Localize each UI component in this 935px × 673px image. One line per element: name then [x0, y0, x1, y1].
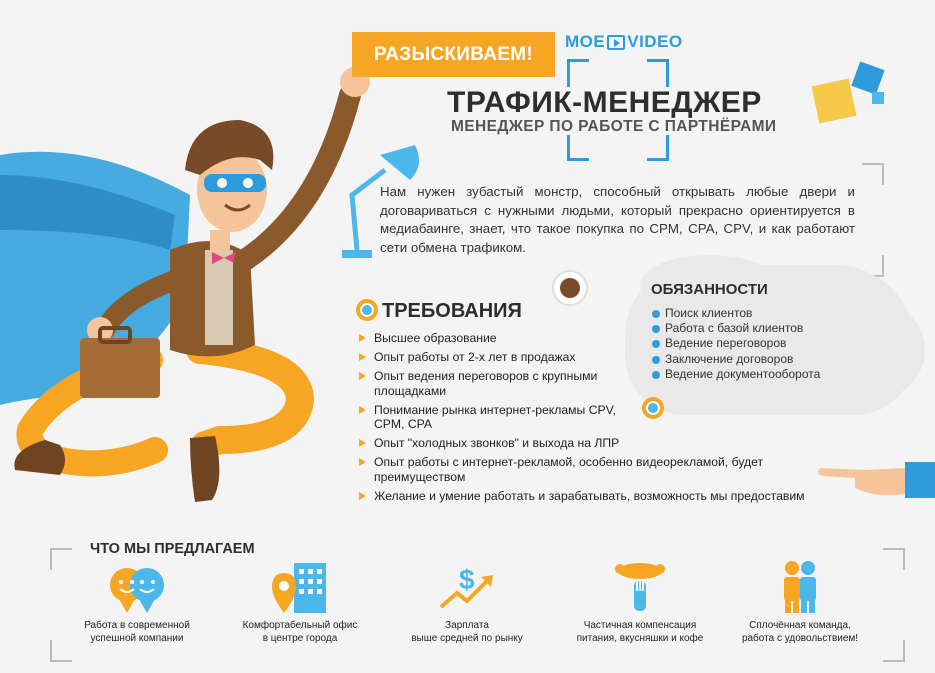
briefcase	[80, 338, 160, 398]
team-icon	[720, 555, 880, 615]
offer-label-line1: Работа в современной	[84, 620, 190, 631]
offer-label	[720, 619, 880, 645]
offer-item	[220, 555, 380, 645]
page-title: ТРАФИК-МЕНЕДЖЕР	[447, 86, 762, 119]
shoe-front	[190, 436, 219, 502]
cubes-icon	[810, 60, 895, 130]
offer-label-line2: выше средней по рынку	[411, 633, 523, 644]
offer-label-line1: Сплочённая команда,	[749, 620, 851, 631]
requirement-item: Опыт ведения переговоров с крупными площадками	[357, 369, 607, 398]
offers-corner-br	[883, 640, 905, 662]
duty-item: Заключение договоров	[652, 352, 820, 367]
requirement-item: Опыт работы с интернет-рекламой, особенно видеорекламой, будет преимуществом	[357, 455, 767, 484]
page-subtitle: МЕНЕДЖЕР ПО РАБОТЕ С ПАРТНЁРАМИ	[451, 118, 777, 135]
offer-label	[387, 619, 547, 645]
offer-item	[387, 555, 547, 645]
offer-label-line2: работа с удовольствием!	[741, 633, 859, 644]
offer-label	[560, 619, 720, 645]
title-frame-top-right	[647, 59, 669, 87]
leg-front	[200, 350, 300, 445]
neck	[210, 230, 230, 252]
moevideo-logo	[565, 32, 683, 52]
food-icon	[560, 555, 720, 615]
intro-corner-tr	[862, 163, 884, 185]
logo-text-right: VIDEO	[627, 32, 683, 51]
coffee-cup-icon	[552, 270, 588, 306]
offer-item	[560, 555, 720, 645]
eye-right	[243, 178, 253, 188]
offer-label-line2: успешной компании	[90, 633, 184, 644]
title-frame-top-left	[567, 59, 589, 87]
mask	[204, 174, 266, 192]
offer-label-line2: питания, вкусняшки и кофе	[576, 633, 704, 644]
requirement-item: Опыт "холодных звонков" и выхода на ЛПР	[357, 436, 817, 451]
play-icon	[607, 35, 625, 50]
offers-title: ЧТО МЫ ПРЕДЛАГАЕМ	[90, 541, 255, 557]
offers-corner-tr	[883, 548, 905, 570]
offer-label-line2: в центре города	[262, 633, 338, 644]
offer-label	[220, 619, 380, 645]
requirement-item: Опыт работы от 2-х лет в продажах	[357, 350, 817, 365]
title-frame-bottom-right	[647, 135, 669, 161]
offer-label-line1: Комфортабельный офис	[242, 620, 358, 631]
duty-item: Поиск клиентов	[652, 306, 820, 321]
offer-label-line1: Частичная компенсация	[583, 620, 697, 631]
wanted-badge-text: РАЗЫСКИВАЕМ!	[373, 43, 534, 65]
vest	[205, 250, 233, 345]
offer-item	[57, 555, 217, 645]
title-frame-bottom-left	[567, 135, 589, 161]
logo-text-left: MOE	[565, 32, 606, 51]
requirement-item: Высшее образование	[357, 331, 817, 346]
requirement-item: Понимание рынка интернет-рекламы CPV, CPM, CPA	[357, 403, 627, 432]
offer-label-line1: Зарплата	[445, 620, 489, 631]
superhero-illustration	[0, 60, 380, 510]
duty-item: Работа с базой клиентов	[652, 321, 820, 336]
smiley-faces-icon	[57, 555, 217, 615]
duty-item: Ведение документооборота	[652, 367, 820, 382]
intro-text: Нам нужен зубастый монстр, способный открывать любые двери и договариваться с нужными людьми, который прекрасно ориентируется в медиабаинге, знает, что такое покупка по CPM, CPA, CPV, и как работают сети обмена трафиком.	[380, 184, 855, 255]
wanted-badge	[352, 32, 555, 77]
office-location-icon	[220, 555, 380, 615]
eye-left	[217, 178, 227, 188]
duties-title: ОБЯЗАННОСТИ	[651, 281, 768, 298]
duty-item: Ведение переговоров	[652, 336, 820, 351]
requirements-dot-icon	[356, 299, 378, 321]
offer-label	[57, 619, 217, 645]
requirements-list	[357, 331, 817, 508]
requirements-title: ТРЕБОВАНИЯ	[382, 300, 522, 322]
offer-item	[720, 555, 880, 645]
requirement-item: Желание и умение работать и зарабатывать, возможность мы предоставим	[357, 489, 837, 504]
salary-growth-icon	[387, 555, 547, 615]
svg-text:$: $	[459, 564, 475, 595]
